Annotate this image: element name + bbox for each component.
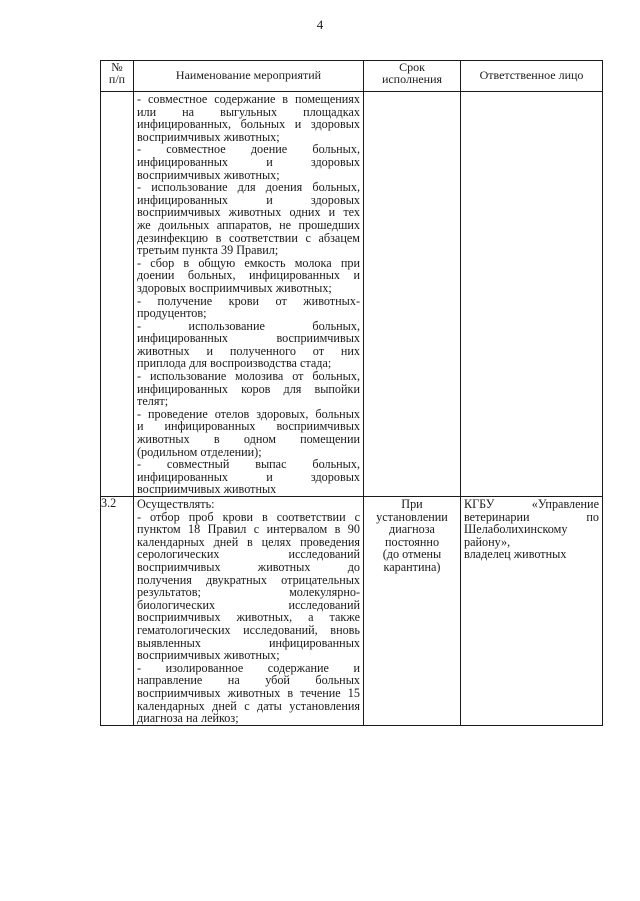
header-num — [101, 61, 134, 92]
measure-line: животных и полученного от них — [137, 343, 360, 358]
measure-line: - использование для доения больных, — [137, 180, 360, 195]
term-line: постоянно — [384, 534, 440, 549]
measure-line: результатов; молекулярно- — [137, 585, 360, 600]
measure-term — [364, 92, 461, 497]
term-line: установлении — [376, 509, 448, 524]
table-row — [101, 92, 603, 497]
measure-description — [134, 497, 364, 726]
measure-line: инфицированных, больных и здоровых — [137, 117, 360, 132]
measure-line: (родильном отделении); — [137, 444, 262, 459]
measure-line: - получение крови от животных- — [137, 293, 360, 308]
measure-line: и инфицированных восприимчивых — [137, 419, 360, 434]
responsible-line: владелец животных — [464, 547, 567, 562]
header-term-line-1: Срок — [399, 60, 425, 74]
header-term-line-2: исполнения — [381, 72, 443, 86]
measure-line: - совместный выпас больных, — [137, 457, 360, 472]
measure-line: диагноза на лейкоз; — [137, 711, 239, 726]
measure-line: же доильных аппаратов, не прошедших — [137, 217, 360, 232]
measures-table — [100, 60, 603, 726]
measure-line: восприимчивых животных, а также — [137, 610, 360, 625]
measure-line: календарных дней в целях проведения — [137, 534, 360, 549]
measure-line: инфицированных восприимчивых — [137, 331, 360, 346]
measure-line: - использование больных, — [137, 318, 360, 333]
measure-line: приплода для воспроизводства стада; — [137, 356, 332, 371]
header-name-label: Наименование мероприятий — [175, 68, 322, 82]
measure-line: телят; — [137, 394, 169, 409]
header-responsible-label: Ответственное лицо — [479, 68, 584, 82]
measure-line: третьим пункта 39 Правил; — [137, 243, 279, 258]
measure-line: - использование молозива от больных, — [137, 369, 360, 384]
term-line: диагноза — [389, 522, 435, 537]
responsible-line: ветеринарии по — [464, 509, 599, 524]
measure-line: инфицированных коров для выпойки — [137, 381, 360, 396]
measure-line: восприимчивых животных; — [137, 648, 280, 663]
measure-line: инфицированных и здоровых — [137, 192, 360, 207]
row-number — [101, 92, 134, 497]
measure-line: восприимчивых животных; — [137, 129, 280, 144]
measure-term — [364, 497, 461, 726]
measure-line: инфицированных и здоровых — [137, 154, 360, 169]
header-name — [134, 61, 364, 92]
term-line: карантина) — [383, 559, 441, 574]
responsible-line: району», — [464, 534, 511, 549]
header-num-line-1: № — [111, 60, 123, 74]
measure-line: биологических исследований — [137, 597, 360, 612]
measure-line: восприимчивых животных — [137, 482, 277, 497]
measure-line: здоровых восприимчивых животных; — [137, 280, 332, 295]
measure-line: получения двукратных отрицательных — [137, 572, 360, 587]
responsible-line: Шелаболихинскому — [464, 522, 568, 537]
measure-line: серологических исследований — [137, 547, 360, 562]
measure-line: гематологических исследований, вновь — [137, 622, 360, 637]
term-line: При — [401, 497, 423, 511]
measure-description — [134, 92, 364, 497]
responsible-line: КГБУ «Управление — [464, 497, 599, 511]
measure-line: восприимчивых животных; — [137, 167, 280, 182]
header-term — [364, 61, 461, 92]
measure-line: направление на убой больных — [137, 673, 360, 688]
measure-line: - совместное доение больных, — [137, 142, 360, 157]
measure-line: дезинфекцию в соответствии с абзацем — [137, 230, 360, 245]
measure-line: животных в одном помещении — [137, 432, 360, 447]
measure-line: - изолированное содержание и — [137, 660, 360, 675]
measure-line: восприимчивых животных до — [137, 559, 360, 574]
measure-line: инфицированных и здоровых — [137, 469, 360, 484]
term-line: (до отмены — [382, 547, 442, 562]
measure-line: выявленных инфицированных — [137, 635, 360, 650]
measure-line: - сбор в общую емкость молока при — [137, 255, 360, 270]
table-row — [101, 497, 603, 726]
measure-line: - совместное содержание в помещениях — [137, 92, 360, 106]
measure-line: - проведение отелов здоровых, больных — [137, 406, 360, 421]
measure-line: - отбор проб крови в соответствии с — [137, 509, 360, 524]
measure-line: восприимчивых животных в течение 15 — [137, 685, 360, 700]
measure-line: или на выгульных площадках — [137, 104, 360, 119]
measure-line: восприимчивых животных одних и тех — [137, 205, 360, 220]
measure-line: доении больных, инфицированных и — [137, 268, 360, 283]
responsible-person — [461, 497, 603, 726]
measure-line: пунктом 18 Правил с интервалом в 90 — [137, 522, 360, 537]
header-responsible — [461, 61, 603, 92]
header-num-line-2: п/п — [108, 72, 126, 86]
row-number: 3.2 — [101, 497, 134, 726]
responsible-person — [461, 92, 603, 497]
measure-line: Осуществлять: — [137, 497, 215, 511]
page-number: 4 — [316, 17, 324, 32]
measure-line: календарных дней с даты установления — [137, 698, 360, 713]
measure-line: продуцентов; — [137, 306, 207, 321]
table-header-row — [101, 61, 603, 92]
